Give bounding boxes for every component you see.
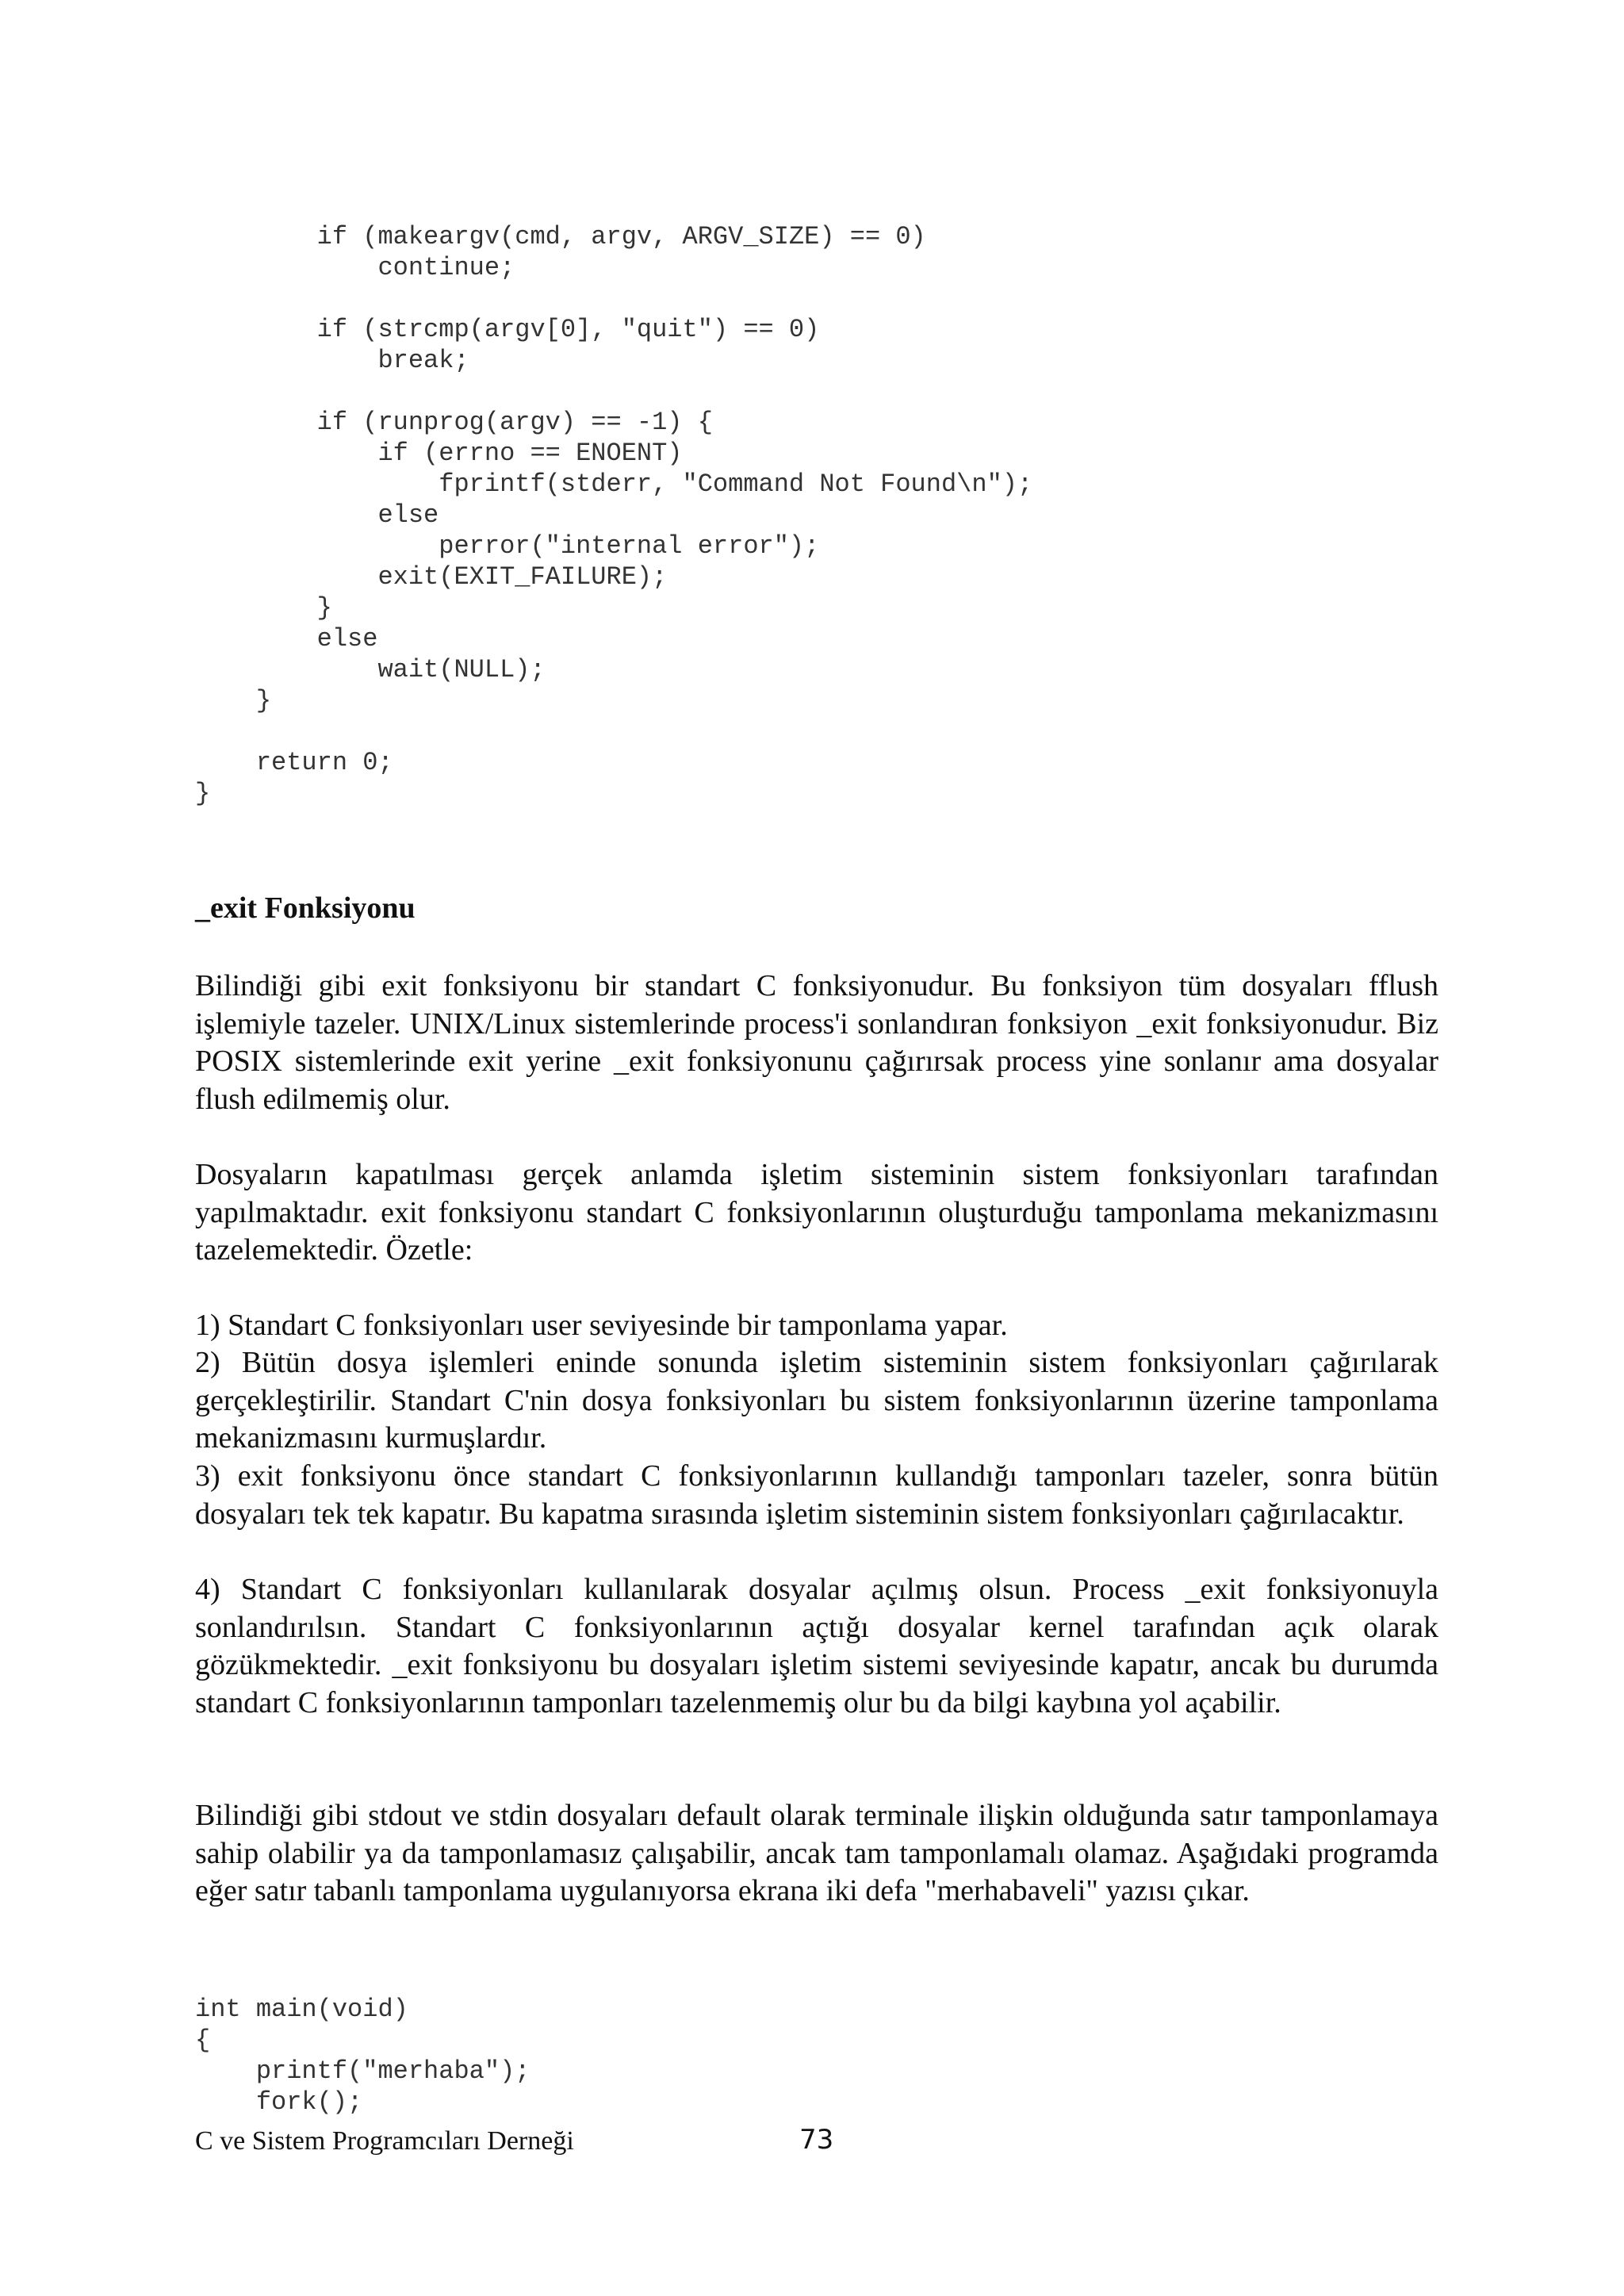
list-item: 4) Standart C fonksiyonları kullanılarak dosyalar açılmış olsun. Process _exit fonksiyonuyla sonlandırılsın. Standart C fonksiyonlarının açtığı dosyalar kernel tarafından açık olarak gözükmektedir. _exit fonksiyonu bu dosyaları işletim sistemi seviyesinde kapatır, ancak bu durumda standart C fonksiyonlarının tamponları tazelenmemiş olur bu da bilgi kaybına yol açabilir. <box>195 1573 1438 1719</box>
code-block-fork-example: int main(void) { printf("merhaba"); fork(); <box>195 1995 530 2117</box>
section-heading: _exit Fonksiyonu <box>195 891 416 925</box>
paragraph-buffering: Bilindiği gibi stdout ve stdin dosyaları default olarak terminale ilişkin olduğunda satır tamponlamaya sahip olabilir ya da tamponlamasız çalışabilir, ancak tam tamponlamalı olamaz. Aşağıdaki programda eğer satır tabanlı tamponlama uygulanıyorsa ekrana iki defa "merhabaveli" yazısı çıkar. <box>195 1799 1438 1907</box>
page-number: 73 <box>799 2124 834 2156</box>
paragraph-exit-intro: Bilindiği gibi exit fonksiyonu bir standart C fonksiyonudur. Bu fonksiyon tüm dosyaları fflush işlemiyle tazeler. UNIX/Linux sistemlerinde process'i sonlandıran fonksiyon _exit fonksiyonudur. Biz POSIX sistemlerinde exit yerine _exit fonksiyonunu çağırırsak process yine sonlanır ama dosyalar flush edilmemiş olur. <box>195 969 1438 1116</box>
list-item: 2) Bütün dosya işlemleri eninde sonunda işletim sisteminin sistem fonksiyonları çağırılarak gerçekleştirilir. Standart C'nin dosya fonksiyonları bu sistem fonksiyonlarının üzerine tamponlama mekanizmasını kurmuşlardır. <box>195 1346 1438 1455</box>
list-item: 3) exit fonksiyonu önce standart C fonksiyonlarının kullandığı tamponları tazeler, sonra bütün dosyaları tek tek kapatır. Bu kapatma sırasında işletim sisteminin sistem fonksiyonları çağırılacaktır. <box>195 1459 1438 1531</box>
code-block-runprog: if (makeargv(cmd, argv, ARGV_SIZE) == 0) continue; if (strcmp(argv[0], "quit") == 0) break; if (runprog(argv) == -1) { if (errno == ENOENT) fprintf(stderr, "Command Not Found\n"); else perror("internal error"); exit(EXIT_FAILURE); } else wait(NULL); } return 0; } <box>195 222 1033 808</box>
list-item: 1) Standart C fonksiyonları user seviyesinde bir tamponlama yapar. <box>195 1309 1008 1342</box>
paragraph-file-closing: Dosyaların kapatılması gerçek anlamda işletim sisteminin sistem fonksiyonları tarafından yapılmaktadır. exit fonksiyonu standart C fonksiyonlarının oluşturduğu tamponlama mekanizmasını tazelemektedir. Özetle: <box>195 1158 1438 1267</box>
footer-organization: C ve Sistem Programcıları Derneği <box>195 2126 574 2156</box>
